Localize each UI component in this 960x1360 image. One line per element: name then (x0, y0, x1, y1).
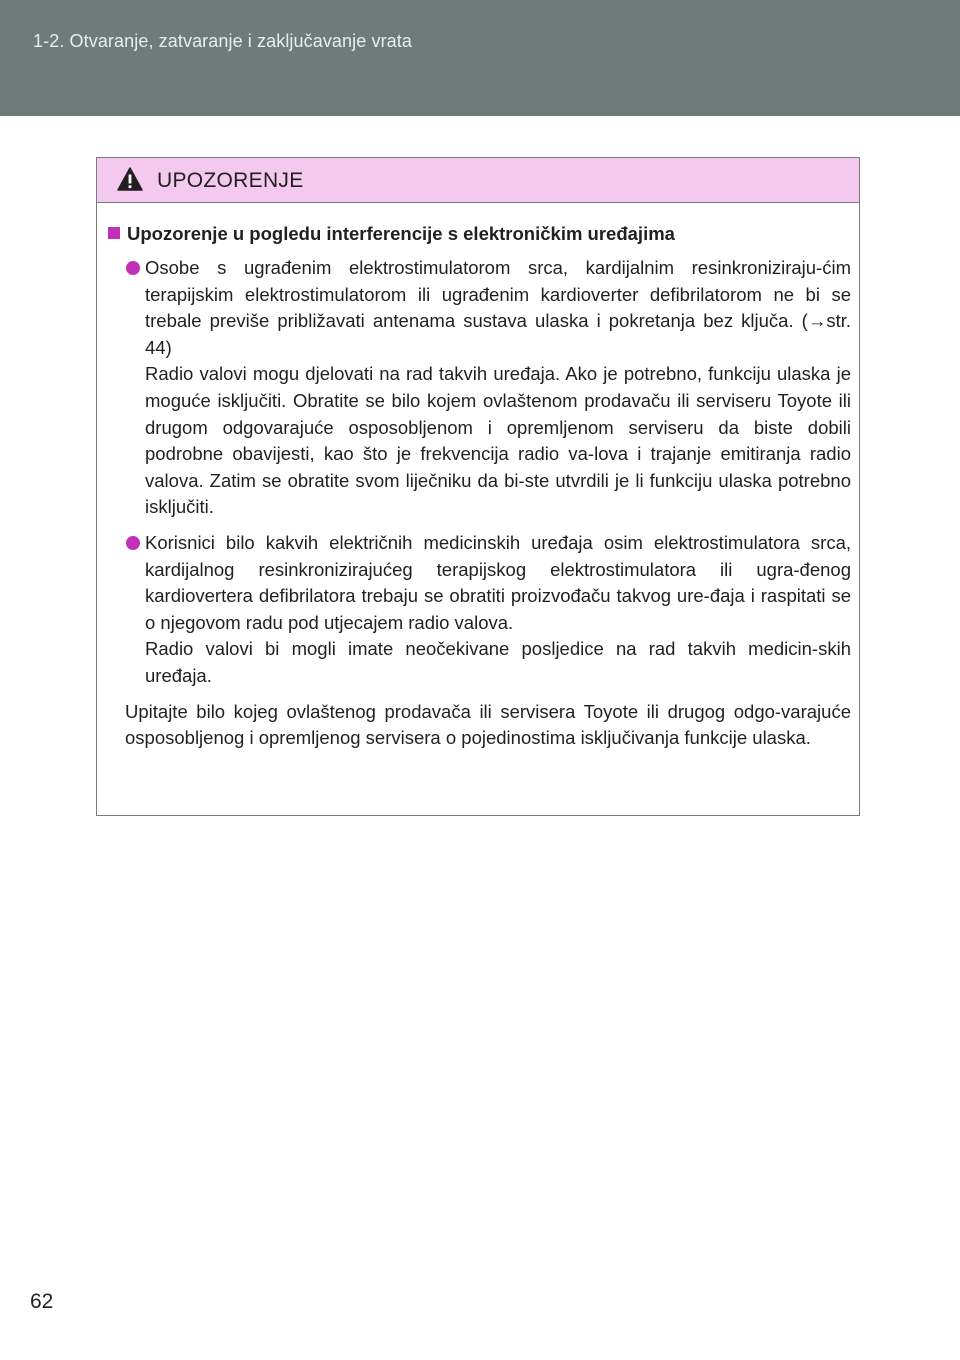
bullet-paragraph: Radio valovi mogu djelovati na rad takvih uređaja. Ako je potrebno, funkciju ulaska je moguće isključiti. Obratite se bilo kojem ovlaštenom prodavaču ili serviseru Toyote ili drugom odgovarajuće osposobljenom i opremljenom serviseru da biste dobili podrobne obavijesti, kao što je frekvencija radio va-lova i trajanje emitiranja radio valova. Zatim se obratite svom liječniku da bi-ste utvrdili je li funkciju ulaska potrebno isključiti. (145, 363, 851, 518)
section-heading (107, 221, 851, 247)
round-bullet-icon (126, 536, 140, 550)
warning-triangle-icon (117, 167, 143, 191)
warning-header (97, 158, 859, 203)
warning-body (97, 203, 859, 752)
bullet-item (107, 530, 851, 690)
square-bullet-icon (108, 227, 120, 239)
section-heading-text: Upozorenje u pogledu interferencije s elektroničkim uređajima (127, 223, 675, 244)
bullet-item (107, 255, 851, 521)
bullet-paragraph: Korisnici bilo kakvih električnih medicinskih uređaja osim elektrostimulatora srca, kardijalnog resinkronizirajućeg terapijskog elektrostimulatora ili ugra-đenog kardiovertera defibrilatora trebaju se obratiti proizvođaču takvog ure-đaja i raspitati se o njegovom radu pod utjecajem radio valova. (145, 531, 851, 633)
chapter-title: 1-2. Otvaranje, zatvaranje i zaključavanje vrata (33, 31, 412, 51)
page-number: 62 (30, 1290, 54, 1313)
bullet-paragraph: Osobe s ugrađenim elektrostimulatorom srca, kardijalnim resinkroniziraju-ćim terapijskim elektrostimulatorom ili ugrađenim kardioverter defibrilatorom ne bi se trebale previše približavati antenama sustava ulaska i pokretanja bez ključa. (→str. 44) (145, 257, 851, 358)
bullet-paragraph: Radio valovi bi mogli imate neočekivane posljedice na rad takvih medicin-skih uređaja. (145, 638, 851, 686)
chapter-header (0, 0, 960, 116)
warning-box (96, 157, 860, 816)
closing-paragraph: Upitajte bilo kojeg ovlaštenog prodavača ili servisera Toyote ili drugog odgo-varajuće osposobljenog i opremljenog servisera o pojedinostima isključivanja funkcije ulaska. (125, 700, 851, 749)
round-bullet-icon (126, 261, 140, 275)
warning-title: UPOZORENJE (157, 169, 304, 192)
